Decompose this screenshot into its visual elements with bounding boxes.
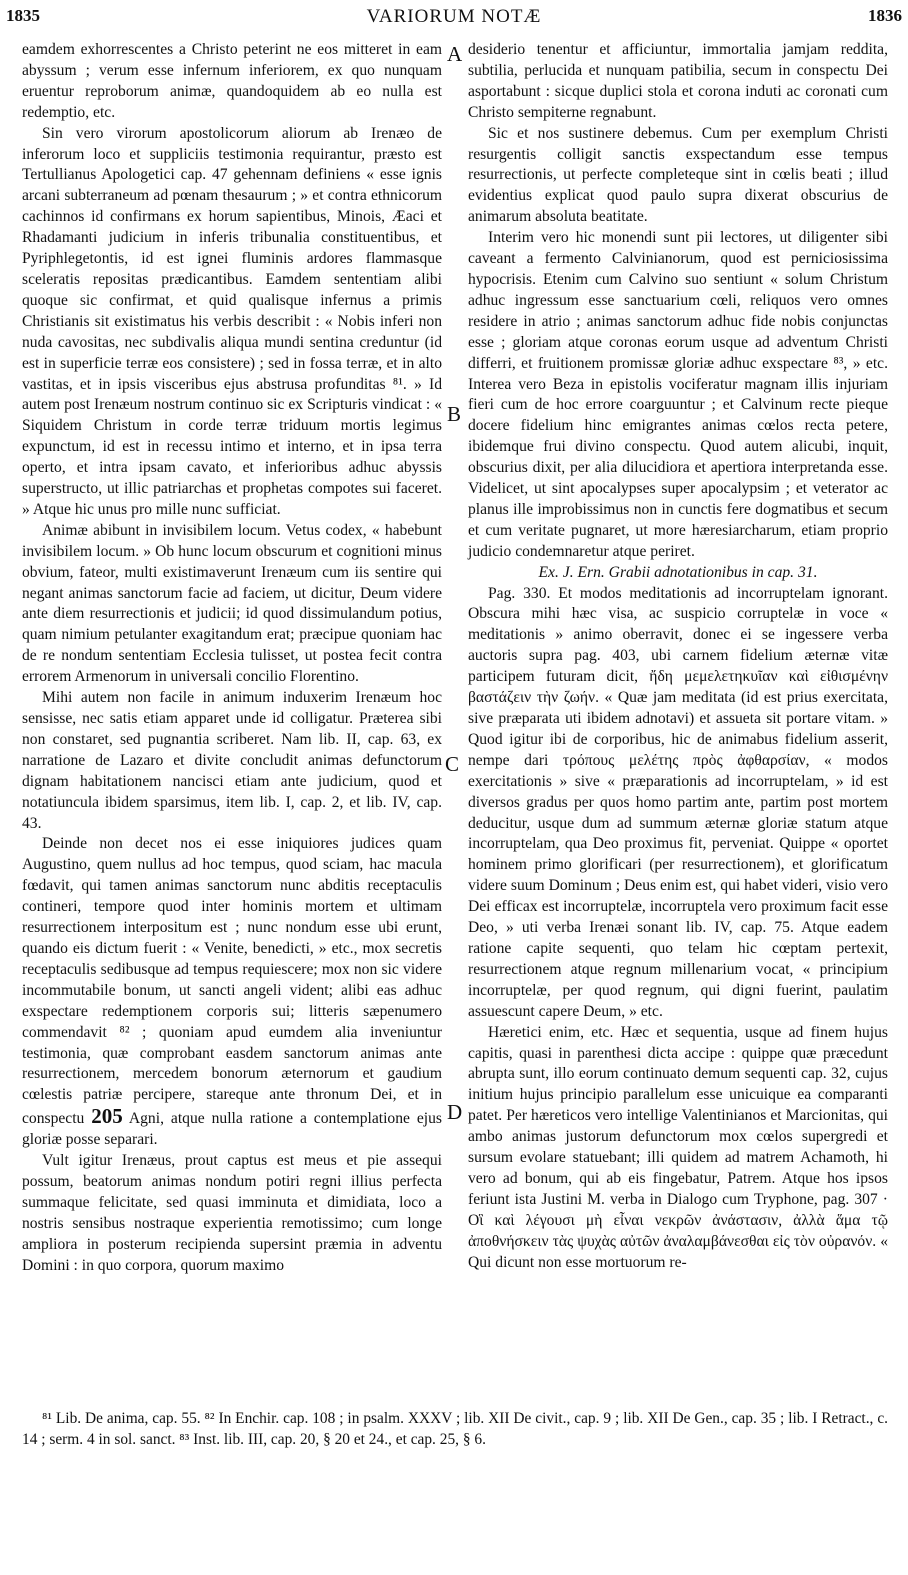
margin-marker-d: D [447, 1100, 463, 1124]
running-title: VARIORUM NOTÆ [366, 6, 542, 27]
margin-marker-c: C [445, 752, 460, 776]
paragraph [22, 834, 442, 1151]
paragraph: eamdem exhorrescentes a Christo peterint ne eos mitteret in eam abyssum ; verum esse infernum inferiorem, ex quo nunquam eruentur reproborum animæ, quandoquidem ab eo nulla est redemptio, etc. [22, 41, 442, 121]
left-column [22, 40, 442, 1276]
paragraph: Hæretici enim, etc. Hæc et sequentia, usque ad finem hujus capitis, quasi in parenthesi dicta accipe : quippe quæ præcedunt abrupta sunt, illo eorum continuato demum sequenti cap. 32, cujus initium hujus principio parallelum esse unicuique ea comparanti patet. Per hæreticos vero intellige Valentinianos et Marcionitas, qui ambo animas justorum defunctorum mox cœlos supergredi et sursum evolare statuebant; illi quidem ad matrem Achamoth, hi vero ad bonum, qui ab eis fingebatur, Patrem. Atque hos ipsos feriunt ista Justini M. verba in Dialogo cum Tryphone, pag. 307 · Οἳ καὶ λέγουσι μὴ εἶναι νεκρῶν ἀνάστασιν, ἀλλὰ ἅμα τῷ ἀποθνήσκειν τὰς ψυχὰς αὐτῶν ἀναλαμβάνεσθαι εἰς τὸν οὐρανόν. « Qui dicunt non esse mortuorum re- [468, 1023, 888, 1271]
paragraph-text: Deinde non decet nos ei esse iniquiores judices quam Augustino, quem nullus ad hoc tempus, quod sciam, hac macula fœdavit, qui tamen animas sanctorum nunc abditis receptaculis contineri, tempore quod inter hominis mortem et ultimam resurrectionem interpositum est ; nunc nondum esse ubi erunt, quando eis dictum fuerit : « Venite, benedicti, » etc., mox secretis receptaculis sedibusque ad tempus requiescere; mox non sic videre incommutabile bonum, ut sancti angeli vident; alibi eas adhuc exspectare redemptionem corporis sui; litteris sæpenumero commendavit ⁸² ; quoniam apud eumdem alia inveniuntur testimonia, quæ comprobant easdem sanctorum animas ante resurrectionem, mercedem bonorum æternorum et gaudium cœlestis patriæ percipere, stareque ante thronum Dei, et in conspectu [22, 835, 442, 1128]
paragraph-text: Agni, atque nulla ratione a contemplatione ejus gloriæ posse separari. [22, 1110, 442, 1149]
right-page-number: 1836 [868, 6, 902, 25]
paragraph: Pag. 330. Et modos meditationis ad incorruptelam ignorant. Obscura mihi hæc visa, ac suspicio corruptelæ in voce « meditationis » animo oberravit, donec ei se ingessere verba auctoris supra pag. 403, ubi carnem fidelium æternæ vitæ participem futuram dicit, ἤδη μεμελετηκυῖαν καὶ εἰθισμένην βαστάζειν τὴν ζωήν. « Quæ jam meditata (id est prius exercitata, sive præparata uti ibidem adnotavi) et assueta sit portare vitam. » Quod igitur ibi de corporibus, hic de animabus fidelium asserit, nempe dari τρόπους μελέτης πρὸς ἀφθαρσίαν, « modos exercitationis » sive « præparationis ad incorruptelam, » id est diversos gradus per quos homo partim ante, partim post mortem deducitur, usque dum ad summum æternæ gloriæ statum atque incorruptelam, qua Deo proximus fit, perveniat. Quippe « oportet hominem primo glorificari (per resurrectionem), et glorificatum videre suum Dominum ; Deus enim est, qui habet videri, visio vero Dei efficax est incorruptelæ, incorruptela vero proximum facit esse Deo, » uti verba Irenæi sonant lib. IV, cap. 75. Atque eadem ratione capite sequenti, quo telam hic cœptam pertexit, resurrectionem atque regnum millenarium vocat, « principium incorruptelæ, per quod regnum, qui digni fuerint, paulatim assuescunt capere Deum, » etc. [468, 584, 888, 1020]
footnote-text: ⁸¹ Lib. De anima, cap. 55. ⁸² In Enchir. cap. 108 ; in psalm. XXXV ; lib. XII De civit., cap. 9 ; lib. XII De Gen., cap. 35 ; lib. I Retract., c. 14 ; serm. 4 in sol. sanct. ⁸³ Inst. lib. III, cap. 20, § 20 et 24., et cap. 25, § 6. [22, 1410, 888, 1448]
paragraph: desiderio tenentur et afficiuntur, immortalia jamjam reddita, subtilia, perlucida et nunquam patibilia, secum in conspectu Dei asportabunt : sicque duplici stola et corona induti ac coronati cum Christo sempiterne regnabunt. [468, 41, 888, 121]
paragraph: Vult igitur Irenæus, prout captus est meus et pie assequi possum, beatorum animas nondum potiri regni illius perfecta summaque felicitate, sed quasi imminuta et dimidiata, loco a nostris sensibus nostraque experientia remotissimo; cum longe ampliora in posterum recipienda supersint præmia in adventu Domini : in quo corpora, quorum maximo [22, 1152, 442, 1274]
right-column [468, 40, 888, 1273]
footnotes [22, 1408, 888, 1450]
left-page-number: 1835 [6, 6, 40, 25]
inline-page-number: 205 [91, 1104, 123, 1129]
paragraph: Animæ abibunt in invisibilem locum. Vetus codex, « habebunt invisibilem locum. » Ob hunc locum obscurum et cognitioni minus obvium, fateor, multi existimaverunt Irenæum cum iis sentire qui negant animas sanctorum facie ad faciem, ut dicitur, Deum videre ante diem resurrectionis et judicii; id quod dissimulandum potius, quam nimium petulanter exagitandum erat; præcipue quoniam hac de re nondum sententiam Ecclesia tulisset, ut postea fecit contra errorem Armenorum in universali concilio Florentino. [22, 521, 442, 686]
paragraph: Interim vero hic monendi sunt pii lectores, ut diligenter sibi caveant a fermento Calvinianorum, quod est perniciosissima hypocrisis. Etenim cum Calvino suo sentiunt « solum Christum adhuc ingressum esse sanctuarium cœli, reliquos vero omnes residere in atrio ; animas sanctorum adhuc fide nobis conjunctas esse ; gloriam atque coronas eorum usque ad adventum Christi differri, et fruitionem promissæ gloriæ adhuc exspectare ⁸³, » etc. Interea vero Beza in epistolis vociferatur magnam illis injuriam fieri cum de hoc errore coarguuntur ; et Calvinum recte pieque docere fidelium hinc emigrantes animas cœlos recta petere, ibidemque frui divino conspectu. Quod autem alicubi, inquit, obscurius dixit, per alia dilucidiora et apertiora interpretanda esse. Videlicet, ut sint apocalypses super apocalypsim ; et veterator ac planus ille improbissimus non in cunctis fere dogmatibus et secum et cum veritate pugnaret, ut more hæresiarcharum, etiam proprio judicio condemnaretur atque periret. [468, 229, 888, 560]
paragraph: Sin vero virorum apostolicorum aliorum ab Irenæo de inferorum loco et suppliciis testimonia requirantur, præsto est Tertullianus Apologetici cap. 47 gehennam definiens « esse ignis arcani subterraneum ad pœnam thesaurum ; » et contra ethnicorum cachinnos id confirmans ex horum sapientibus, Minois, Æaci et Rhadamanti judicium in inferis tribunalia constituentibus, et Pyriphlegetontis, id est ignei fluminis ardores flammasque sceleratis repositas prædicantibus. Eamdem sententiam alibi quoque sic confirmat, et quid qualisque infernus a primis Christianis sit existimatus his verbis describit : « Nobis inferi non nuda cavositas, nec subdivalis aliqua mundi sentina creduntur (id est in superficie terræ eos consistere) ; sed in fossa terræ, et in alto vastitas, et in ipsis visceribus ejus abstrusa profunditas ⁸¹. » Id autem post Irenæum nostrum continuo sic ex Scripturis vindicat : « Siquidem Christum in corde terræ triduum mortis legimus expunctum, id est in recessu intimo et interno, et in ipsa terra operto, et intra ipsam cavato, et inferioribus adhuc abyssis superstructo, ut illic patriarchas et prophetas compotes sui faceret. » Atque hic unus pro mille nunc sufficiat. [22, 124, 442, 518]
source-heading: Ex. J. Ern. Grabii adnotationibus in cap. 31. [538, 563, 818, 581]
margin-marker-b: B [447, 402, 462, 426]
page-header [0, 2, 908, 36]
paragraph: Sic et nos sustinere debemus. Cum per exemplum Christi resurgentis colligit sanctis exspectandum esse tempus resurrectionis, ut perfecte completeque sint in cœlis beati ; illud evidentius explicat quod paulo supra dixerat obscurius de animarum absoluta beatitate. [468, 124, 888, 226]
margin-marker-a: A [447, 42, 463, 66]
paragraph: Mihi autem non facile in animum induxerim Irenæum hoc sensisse, nec satis etiam apparet unde id colligatur. Præterea sibi non constaret, sed pugnantia scriberet. Nam lib. II, cap. 63, ex narratione de Lazaro et divite concludit animas defunctorum dignam habitationem nancisci etiam ante judicium, quod et notatiuncula ibidem sparsimus, item lib. I, cap. 2, et lib. IV, cap. 43. [22, 689, 442, 832]
